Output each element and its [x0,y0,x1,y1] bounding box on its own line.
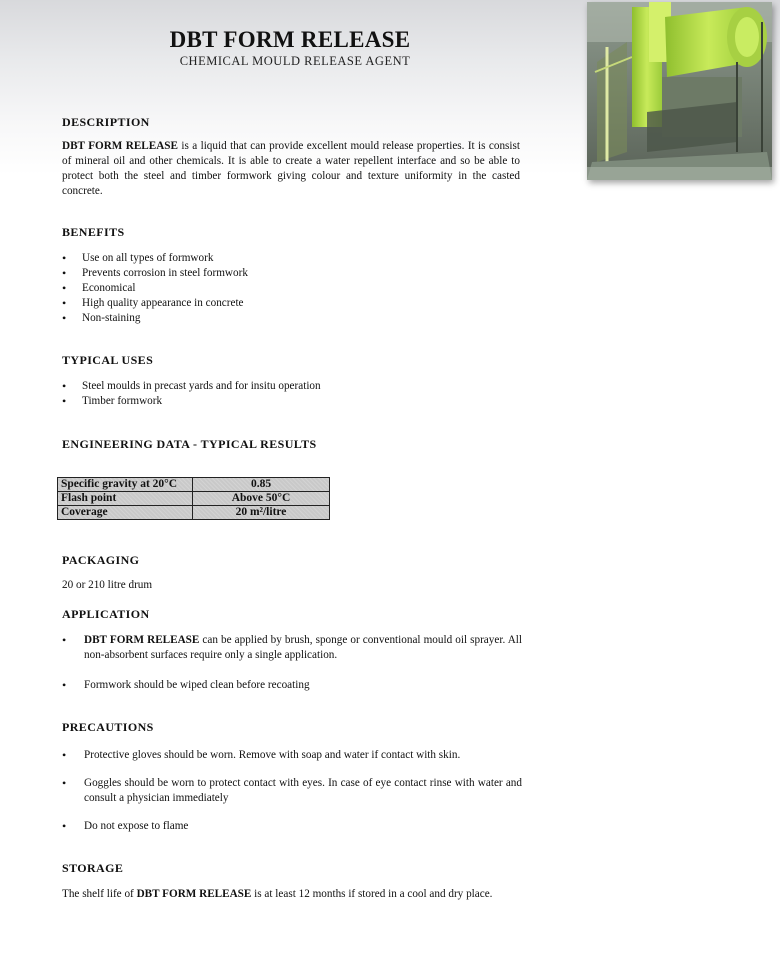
table-row [58,492,330,506]
application-item-text: Formwork should be wiped clean before recoating [84,679,310,691]
page-subtitle: CHEMICAL MOULD RELEASE AGENT [179,54,411,68]
precaution-item-text: Protective gloves should be worn. Remove with soap and water if contact with skin. [84,749,461,761]
table-cell-property: Coverage [58,506,193,520]
storage-heading: STORAGE [62,861,124,875]
page-title: DBT FORM RELEASE [169,27,411,52]
table-cell-property: Flash point [58,492,193,506]
list-item: • Steel moulds in precast yards and for insitu operation [62,379,321,394]
bullet-icon: • [62,819,67,833]
storage-text-after: is at least 12 months if stored in a cool and dry place. [251,888,493,900]
description-heading: DESCRIPTION [62,115,150,129]
engineering-data-table [57,477,330,520]
table-cell-property: Specific gravity at 20°C [58,478,193,492]
benefits-heading: BENEFITS [62,225,125,239]
bullet-icon: • [62,748,67,762]
storage-text-before: The shelf life of [62,888,137,900]
table-cell-value: 0.85 [193,478,330,492]
benefits-list [62,251,248,326]
precaution-item-text: Goggles should be worn to protect contact with eyes. In case of eye contact rinse with water and consult a physician immediately [84,777,522,804]
bullet-icon: • [62,678,67,692]
table-row [58,478,330,492]
application-heading: APPLICATION [62,607,150,621]
precaution-item [62,819,522,834]
application-item-text [62,633,522,663]
precaution-item-text: Do not expose to flame [84,820,189,832]
precaution-item [62,748,522,763]
storage-text [62,887,520,902]
packaging-heading: PACKAGING [62,553,140,567]
storage-product-name: DBT FORM RELEASE [136,888,252,900]
bullet-icon: • [62,633,67,647]
product-photo [587,2,772,180]
table-cell-value: 20 m²/litre [193,506,330,520]
list-item: • Prevents corrosion in steel formwork [62,266,248,281]
list-item: • Non-staining [62,311,248,326]
precautions-heading: PRECAUTIONS [62,720,154,734]
description-product-name: DBT FORM RELEASE [62,140,178,152]
application-product-name: DBT FORM RELEASE [84,634,200,646]
application-item [62,678,522,693]
precaution-item [62,776,522,806]
list-item: • Timber formwork [62,394,321,409]
packaging-text: 20 or 210 litre drum [62,579,153,591]
list-item: • Economical [62,281,248,296]
application-item [62,633,522,663]
list-item: • Use on all types of formwork [62,251,248,266]
description-text [62,139,520,199]
table-cell-value: Above 50°C [193,492,330,506]
engineering-heading: ENGINEERING DATA - TYPICAL RESULTS [62,437,317,451]
application-item-body: can be applied by brush, sponge or conventional mould oil sprayer. All non-absorbent surfaces require only a single application. [84,634,522,661]
table-row [58,506,330,520]
description-body: is a liquid that can provide excellent mould release properties. It is consist of mineral oil and other chemicals. It is able to create a water repellent interface and so be able to protect both the steel and timber formwork giving colour and texture uniformity in the casted concrete. [62,140,520,197]
typical-uses-heading: TYPICAL USES [62,353,154,367]
typical-uses-list [62,379,321,409]
bullet-icon: • [62,776,67,790]
list-item: • High quality appearance in concrete [62,296,248,311]
